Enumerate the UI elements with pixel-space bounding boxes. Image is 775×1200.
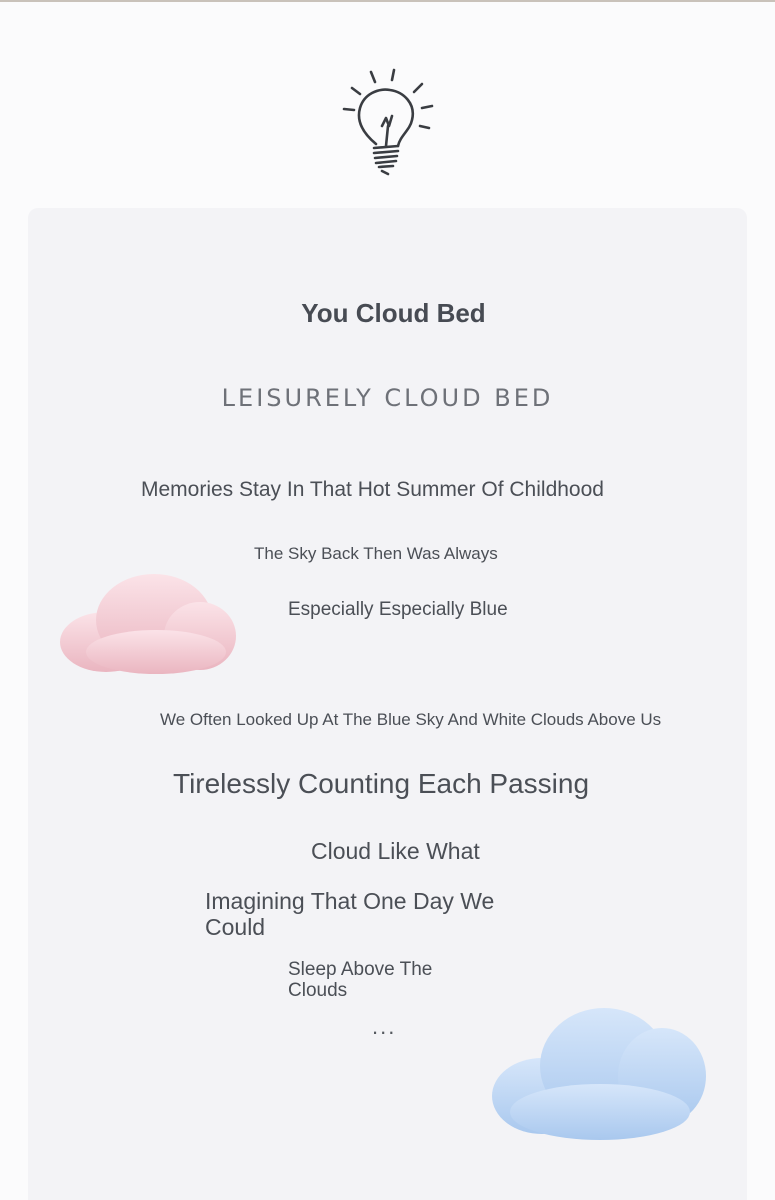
ellipsis: ... [372, 1014, 397, 1039]
poem-line: Tirelessly Counting Each Passing [173, 768, 590, 799]
blue-cloud-icon [490, 1004, 708, 1142]
poem-line: Cloud Like What [311, 838, 480, 864]
top-divider [0, 0, 775, 2]
poem-line: We Often Looked Up At The Blue Sky And White Clouds Above Us [160, 710, 662, 729]
poem-line: Sleep Above The Clouds [288, 959, 433, 1001]
poem-line: Memories Stay In That Hot Summer Of Childhood [141, 478, 604, 501]
pink-cloud-icon [56, 570, 238, 678]
poem-line: Especially Especially Blue [288, 599, 508, 620]
poem-line: Imagining That One Day We Could [205, 888, 495, 940]
card-title: You Cloud Bed [301, 298, 486, 328]
card-subtitle: LEISURELY CLOUD BED [221, 384, 554, 412]
poem-line: The Sky Back Then Was Always [254, 544, 498, 563]
lightbulb-icon [338, 66, 438, 178]
